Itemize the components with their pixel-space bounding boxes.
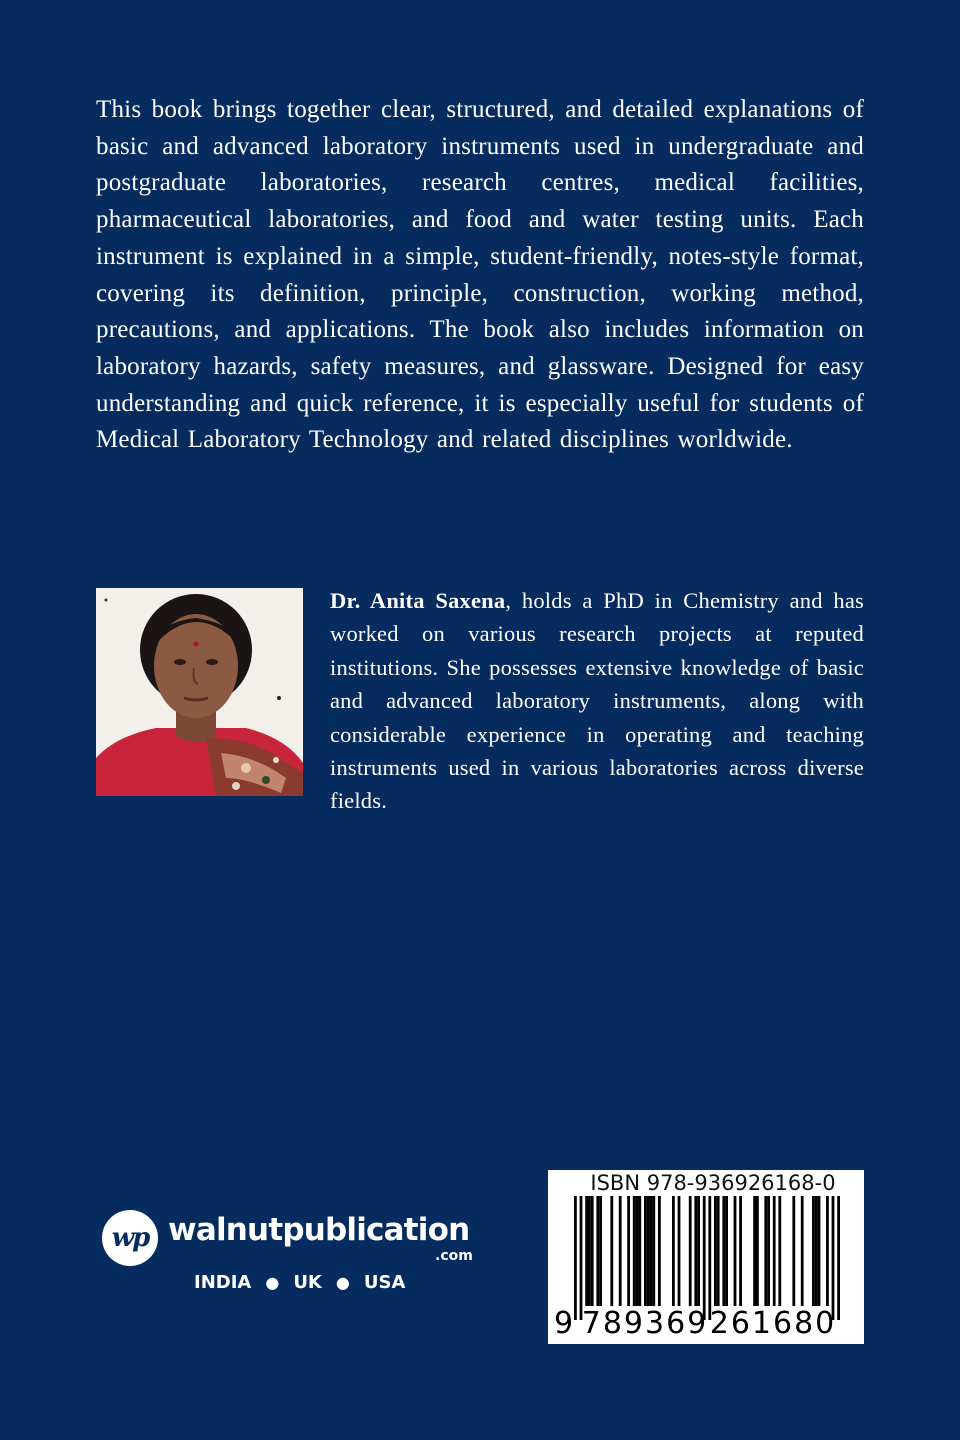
region-usa: USA: [363, 1272, 406, 1293]
barcode-bar: [767, 1196, 770, 1306]
barcode-bar: [739, 1196, 742, 1306]
barcode-bar: [596, 1196, 599, 1306]
barcode-bar: [591, 1196, 594, 1306]
barcode-bar: [697, 1196, 700, 1306]
barcode-bar: [633, 1196, 636, 1306]
barcode-bar: [801, 1196, 804, 1306]
author-bio: [330, 584, 864, 818]
barcode-bar: [652, 1196, 655, 1306]
barcode-digit-lead: 9: [554, 1306, 574, 1341]
barcode-bar: [826, 1196, 829, 1306]
barcode-bar: [714, 1196, 717, 1306]
bullet-separator: ●: [265, 1273, 280, 1292]
barcode-bar: [722, 1196, 725, 1306]
barcode-bar: [837, 1196, 840, 1320]
barcode-bar: [689, 1196, 692, 1306]
barcode-bar: [580, 1196, 583, 1320]
book-blurb: This book brings together clear, structured, and detailed explanations of basic and advanced laboratory instruments used in undergraduate and postgraduate laboratories, research centres, medical facilities, pharmaceutical laboratories, and food and water testing units. Each instrument is explained in a simple, student-friendly, notes-style format, covering its definition, principle, construction, working method, precautions, and applications. The book also includes information on laboratory hazards, safety measures, and glassware. Designed for easy understanding and quick reference, it is especially useful for students of Medical Laboratory Technology and related disciplines worldwide.: [96, 96, 864, 454]
region-india: INDIA: [194, 1272, 252, 1293]
barcode-bar: [753, 1196, 756, 1306]
publisher-block: [102, 1210, 482, 1320]
barcode-bar: [734, 1196, 737, 1306]
barcode-bar: [619, 1196, 622, 1306]
barcode-bar: [574, 1196, 577, 1320]
barcode-bar: [678, 1196, 681, 1306]
barcode-bar: [638, 1196, 641, 1306]
barcode-bar: [636, 1196, 639, 1306]
barcode-bar: [694, 1196, 697, 1306]
barcode-bar: [708, 1196, 711, 1320]
barcode-bar: [658, 1196, 661, 1306]
barcode-digits-right: 261680: [709, 1306, 837, 1341]
barcode-bar: [818, 1196, 821, 1306]
barcode-bar: [650, 1196, 653, 1306]
barcode-bar: [588, 1196, 591, 1306]
barcode-bar: [832, 1196, 835, 1320]
barcode-bar: [792, 1196, 795, 1306]
barcode-bar: [610, 1196, 613, 1306]
barcode-bar: [815, 1196, 818, 1306]
barcode-bar: [599, 1196, 602, 1306]
author-photo: [96, 588, 303, 796]
barcode-bar: [773, 1196, 776, 1306]
author-name: Dr. Anita Saxena: [330, 588, 506, 613]
barcode-bar: [725, 1196, 728, 1306]
publisher-domain: .com: [435, 1248, 473, 1264]
publisher-regions: [194, 1272, 405, 1293]
barcode-bar: [778, 1196, 781, 1306]
isbn-label: ISBN 978-936926168-0: [590, 1171, 836, 1195]
barcode-bar: [672, 1196, 675, 1306]
region-uk: UK: [293, 1272, 322, 1293]
barcode-bar: [627, 1196, 630, 1306]
barcode-bar: [756, 1196, 759, 1306]
author-bio-text: , holds a PhD in Chemistry and has worked on various research projects at reputed institutions. She possesses extensive knowledge of basic and advanced laboratory instruments, along with considerable experience in operating and teaching instruments used in various laboratories across diverse fields.: [330, 588, 864, 814]
walnut-logo-icon: wp: [102, 1210, 158, 1266]
barcode-bar: [647, 1196, 650, 1306]
bullet-separator: ●: [335, 1273, 350, 1292]
barcode-bar: [703, 1196, 706, 1320]
isbn-barcode: [548, 1170, 864, 1344]
publisher-name: walnutpublication: [168, 1212, 470, 1248]
barcode-bar: [764, 1196, 767, 1306]
barcode-digits-left: 789369: [581, 1306, 709, 1341]
barcode-bar: [717, 1196, 720, 1306]
barcode-bar: [644, 1196, 647, 1306]
barcode-bar: [812, 1196, 815, 1306]
barcode-bar: [585, 1196, 588, 1306]
